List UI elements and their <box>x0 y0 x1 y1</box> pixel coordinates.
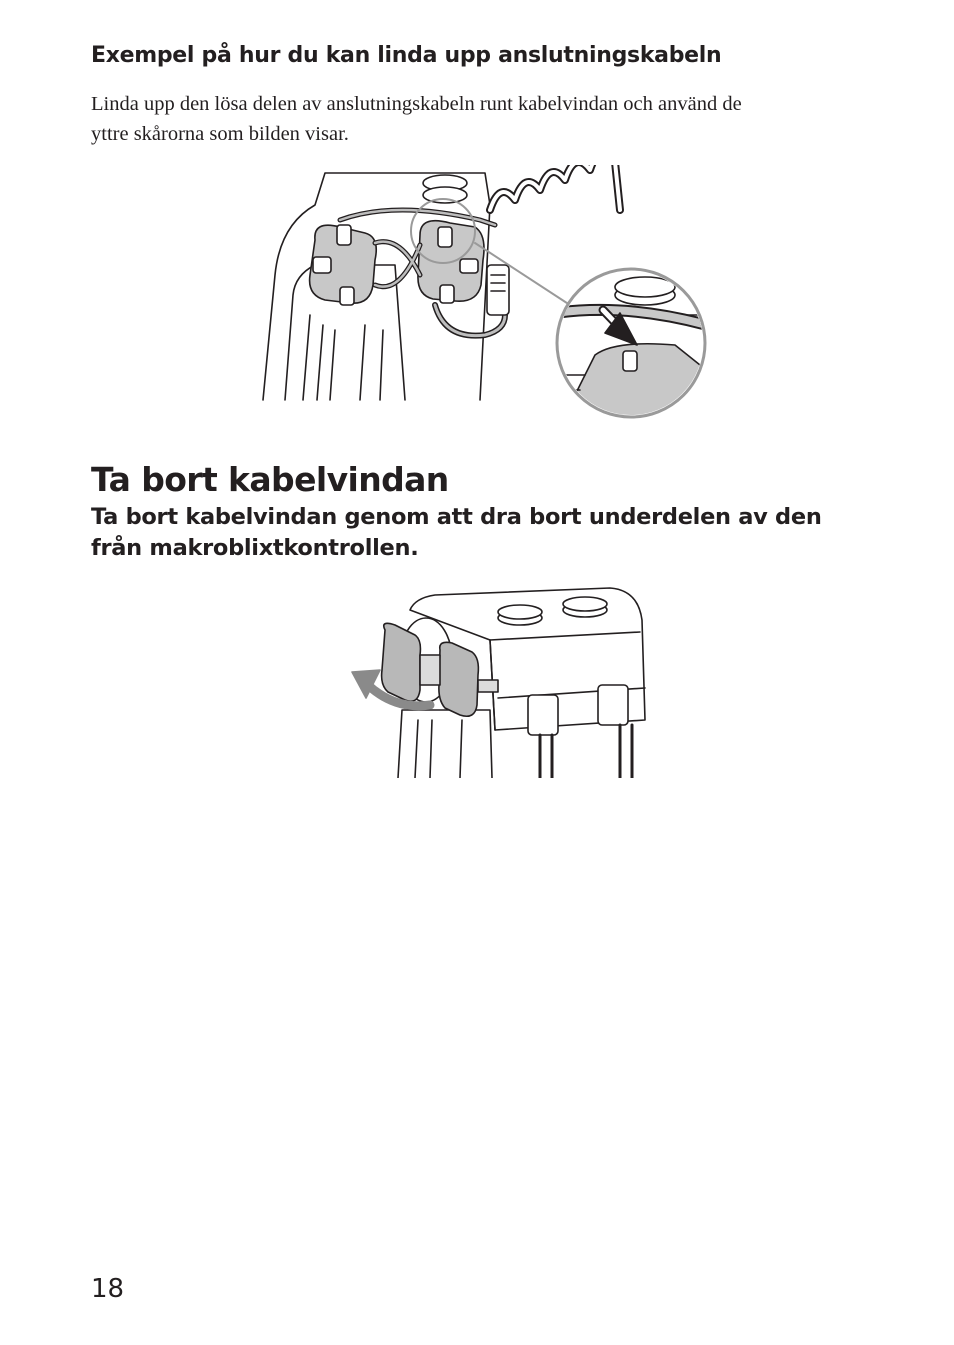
cable-winding-description <box>91 89 881 149</box>
instruction-line-1: Ta bort kabelvindan genom att dra bort underdelen av den <box>91 504 822 530</box>
remove-winder-illustration <box>340 580 660 778</box>
cable-winding-subheading: Exempel på hur du kan linda upp anslutningskabeln <box>91 43 722 68</box>
description-line-2: yttre skårorna som bilden visar. <box>91 123 349 145</box>
cable-winding-illustration <box>255 165 715 427</box>
section-title: Ta bort kabelvindan <box>91 460 449 499</box>
description-line-1: Linda upp den lösa delen av anslutningskabeln runt kabelvindan och använd de <box>91 93 742 115</box>
instruction-line-2: från makroblixtkontrollen. <box>91 535 419 561</box>
remove-winder-instruction <box>91 502 891 564</box>
page-number: 18 <box>91 1274 125 1304</box>
